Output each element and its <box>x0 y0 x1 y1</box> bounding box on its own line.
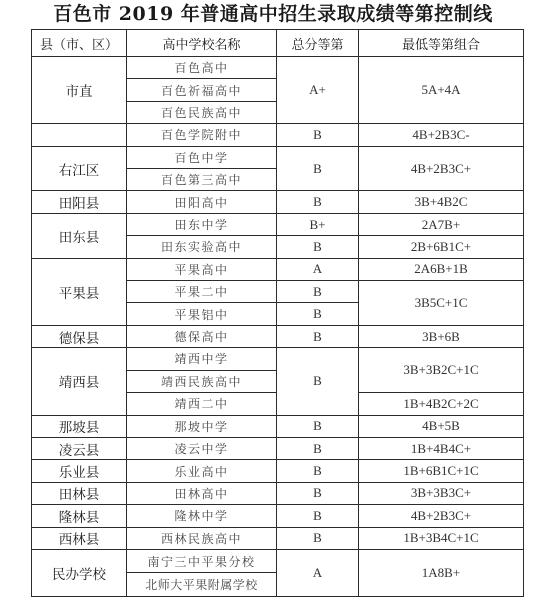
grade-cell: B <box>277 505 359 527</box>
table-row <box>32 505 524 527</box>
combo-cell: 1B+6B1C+1C <box>359 460 524 482</box>
grade-cell: B <box>277 124 359 146</box>
school-cell: 靖西民族高中 <box>127 370 277 392</box>
county-cell: 平果县 <box>32 258 127 325</box>
county-cell: 乐业县 <box>32 460 127 482</box>
grade-cell: B <box>277 236 359 258</box>
county-cell: 那坡县 <box>32 415 127 437</box>
grade-cell: B <box>277 460 359 482</box>
school-cell: 靖西二中 <box>127 393 277 415</box>
combo-cell: 3B+3B2C+1C <box>359 348 524 393</box>
grade-cell: B <box>277 348 359 415</box>
school-cell: 百色民族高中 <box>127 101 277 123</box>
school-cell: 田林高中 <box>127 482 277 504</box>
county-cell <box>32 124 127 146</box>
grade-cell: A <box>277 549 359 596</box>
school-cell: 北师大平果附属学校 <box>127 573 277 597</box>
county-cell: 西林县 <box>32 527 127 549</box>
table-row <box>32 325 524 347</box>
county-cell: 德保县 <box>32 325 127 347</box>
grade-cell: B <box>277 191 359 213</box>
header-school: 高中学校名称 <box>127 30 277 57</box>
county-cell: 右江区 <box>32 146 127 191</box>
school-cell: 田东中学 <box>127 213 277 235</box>
table-row <box>32 146 524 168</box>
combo-cell: 4B+5B <box>359 415 524 437</box>
table-row <box>32 213 524 235</box>
school-cell: 平果高中 <box>127 258 277 280</box>
header-row <box>32 30 524 57</box>
grade-cell: A <box>277 258 359 280</box>
school-cell: 百色中学 <box>127 146 277 168</box>
grade-cell: B <box>277 482 359 504</box>
combo-cell: 4B+2B3C+ <box>359 146 524 191</box>
school-cell: 凌云中学 <box>127 437 277 459</box>
combo-cell: 4B+2B3C- <box>359 124 524 146</box>
grade-cell: B <box>277 303 359 325</box>
combo-cell: 3B5C+1C <box>359 281 524 326</box>
county-cell: 田林县 <box>32 482 127 504</box>
header-county: 县（市、区） <box>32 30 127 57</box>
grade-cell: B <box>277 281 359 303</box>
grade-cell: A+ <box>277 57 359 124</box>
header-grade: 总分等第 <box>277 30 359 57</box>
school-cell: 南宁三中平果分校 <box>127 549 277 572</box>
county-cell: 凌云县 <box>32 437 127 459</box>
school-cell: 德保高中 <box>127 325 277 347</box>
table-row <box>32 124 524 146</box>
school-cell: 百色第三高中 <box>127 169 277 191</box>
combo-cell: 2B+6B1C+ <box>359 236 524 258</box>
school-cell: 田东实验高中 <box>127 236 277 258</box>
combo-cell: 2A6B+1B <box>359 258 524 280</box>
school-cell: 靖西中学 <box>127 348 277 370</box>
combo-cell: 5A+4A <box>359 57 524 124</box>
combo-cell: 1B+3B4C+1C <box>359 527 524 549</box>
school-cell: 百色祈福高中 <box>127 79 277 101</box>
school-cell: 西林民族高中 <box>127 527 277 549</box>
school-cell: 平果铝中 <box>127 303 277 325</box>
header-combo: 最低等第组合 <box>359 30 524 57</box>
grade-cell: B <box>277 415 359 437</box>
county-cell: 田东县 <box>32 213 127 258</box>
county-cell: 市直 <box>32 57 127 124</box>
school-cell: 乐业高中 <box>127 460 277 482</box>
table-row <box>32 57 524 79</box>
county-cell: 民办学校 <box>32 549 127 596</box>
table-row <box>32 482 524 504</box>
grade-cell: B <box>277 437 359 459</box>
school-cell: 百色学院附中 <box>127 124 277 146</box>
table-row <box>32 437 524 459</box>
grade-cell: B <box>277 146 359 191</box>
combo-cell: 3B+3B3C+ <box>359 482 524 504</box>
table-row <box>32 415 524 437</box>
school-cell: 田阳高中 <box>127 191 277 213</box>
grade-cell: B <box>277 325 359 347</box>
school-cell: 隆林中学 <box>127 505 277 527</box>
combo-cell: 4B+2B3C+ <box>359 505 524 527</box>
table-row <box>32 460 524 482</box>
combo-cell: 1B+4B2C+2C <box>359 393 524 415</box>
combo-cell: 1A8B+ <box>359 549 524 596</box>
county-cell: 靖西县 <box>32 348 127 415</box>
table-row <box>32 348 524 370</box>
document-title: 百色市 2019 年普通高中招生录取成绩等第控制线 <box>53 3 493 25</box>
grade-cell: B <box>277 527 359 549</box>
admission-table <box>31 29 524 597</box>
county-cell: 隆林县 <box>32 505 127 527</box>
combo-cell: 3B+4B2C <box>359 191 524 213</box>
school-cell: 那坡中学 <box>127 415 277 437</box>
school-cell: 百色高中 <box>127 57 277 79</box>
table-row <box>32 549 524 572</box>
school-cell: 平果二中 <box>127 281 277 303</box>
combo-cell: 3B+6B <box>359 325 524 347</box>
combo-cell: 2A7B+ <box>359 213 524 235</box>
table-row <box>32 527 524 549</box>
combo-cell: 1B+4B4C+ <box>359 437 524 459</box>
grade-cell: B+ <box>277 213 359 235</box>
table-row <box>32 258 524 280</box>
county-cell: 田阳县 <box>32 191 127 213</box>
table-row <box>32 191 524 213</box>
